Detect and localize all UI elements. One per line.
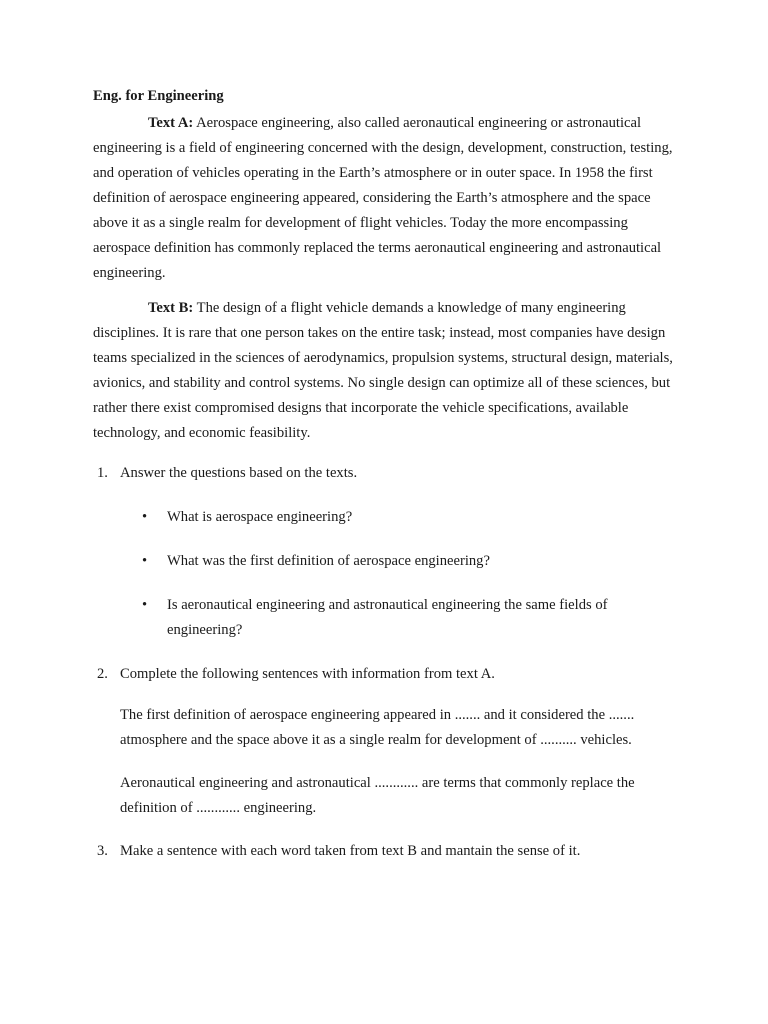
question-text: Complete the following sentences with information from text A. — [120, 666, 495, 682]
question-2 — [93, 662, 683, 687]
bullet-item — [93, 593, 683, 643]
question-3 — [93, 839, 683, 864]
bullet-text: What was the first definition of aerospace engineering? — [167, 553, 490, 569]
question-1 — [93, 461, 683, 486]
bullet-icon: • — [142, 553, 148, 569]
bullet-text: Is aeronautical engineering and astronautical engineering the same fields of engineering? — [167, 597, 608, 638]
document-page — [93, 84, 683, 864]
fill-in-sentence: Aeronautical engineering and astronautical ............ are terms that commonly replace the definition of ............ engineering. — [120, 775, 635, 816]
bullet-icon: • — [142, 509, 148, 525]
bullet-text: What is aerospace engineering? — [167, 509, 353, 525]
text-b-paragraph — [93, 296, 683, 446]
text-a-paragraph — [93, 111, 683, 286]
bullet-icon: • — [142, 597, 148, 613]
text-a-body: Aerospace engineering, also called aeronautical engineering or astronautical engineering is a field of engineering concerned with the design, development, construction, testing, and operation of vehicles operating in the Earth’s atmosphere or in outer space. In 1958 the first definition of aerospace engineering appeared, considering the Earth’s atmosphere and the space above it as a single realm for development of flight vehicles. Today the more encompassing aerospace definition has commonly replaced the terms aeronautical engineering and astronautical engineering. — [93, 115, 673, 281]
bullet-item — [93, 549, 683, 574]
question-text: Answer the questions based on the texts. — [120, 465, 358, 481]
fill-in-sentence: The first definition of aerospace engineering appeared in ....... and it considered the ....... atmosphere and the space above it as a single realm for development of .......... vehicles. — [120, 707, 635, 748]
bullet-item — [93, 505, 683, 530]
text-b-body: The design of a flight vehicle demands a knowledge of many engineering disciplines. It is rare that one person takes on the entire task; instead, most companies have design teams specialized in the sciences of aerodynamics, propulsion systems, structural design, materials, avionics, and stability and control systems. No single design can optimize all of these sciences, but rather there exist compromised designs that incorporate the vehicle specifications, available technology, and economic feasibility. — [93, 300, 673, 441]
question-number: 2. — [97, 666, 108, 682]
text-a-label: Text A: — [148, 115, 194, 131]
question-number: 3. — [97, 843, 108, 859]
question-1-bullet-list — [93, 505, 683, 643]
document-title: Eng. for Engineering — [93, 88, 224, 104]
text-b-label: Text B: — [148, 300, 194, 316]
question-text: Make a sentence with each word taken from text B and mantain the sense of it. — [120, 843, 581, 859]
question-number: 1. — [97, 465, 108, 481]
